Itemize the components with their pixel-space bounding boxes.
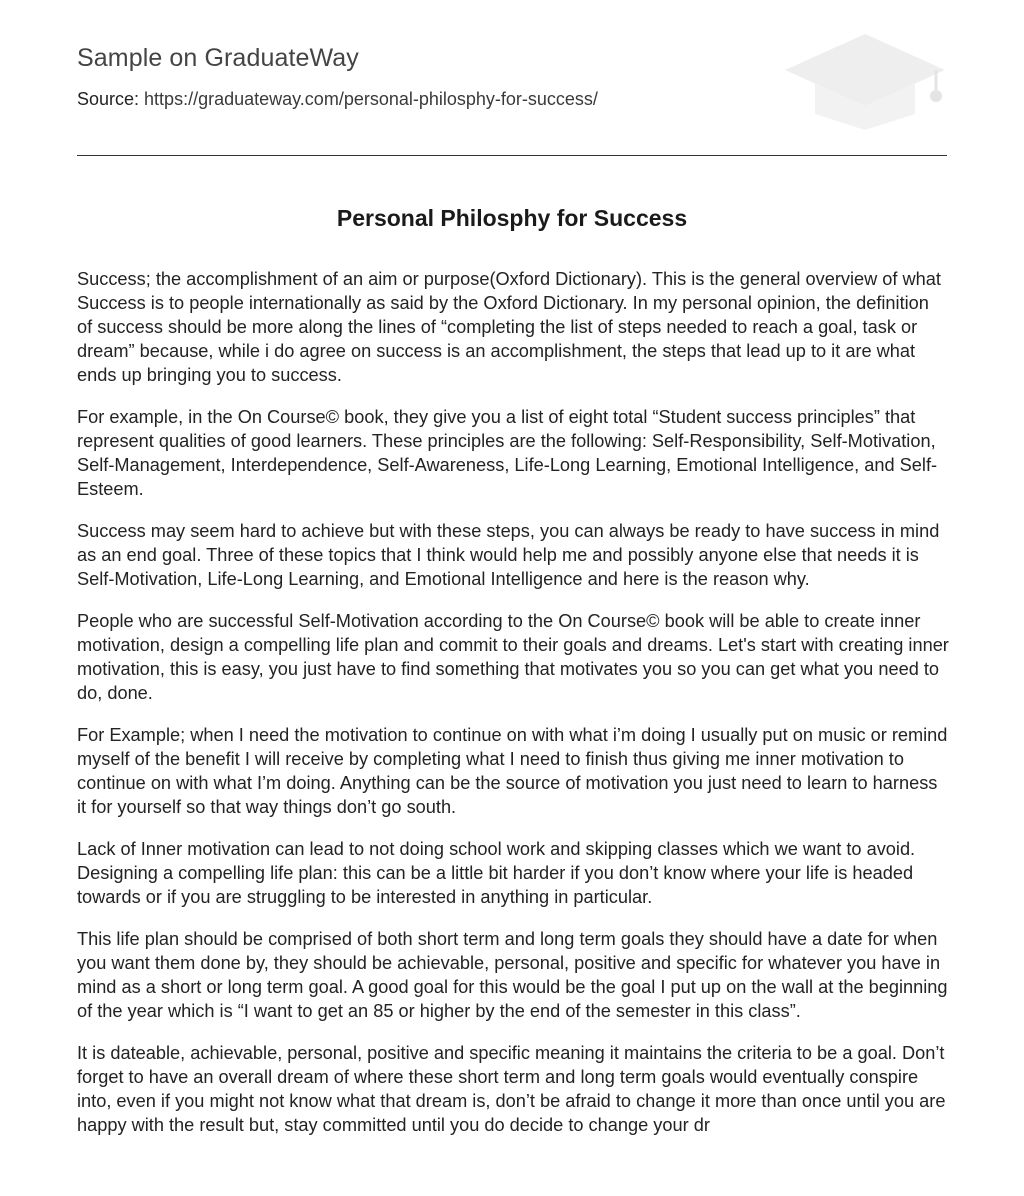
site-brand: Sample on GraduateWay [77,44,359,72]
source-line [77,89,598,110]
source-link[interactable]: https://graduateway.com/personal-philosphy-for-success/ [144,89,598,109]
paragraph: For example, in the On Course© book, they give you a list of eight total “Student success principles” that represent qualities of good learners. These principles are the following: Self-Responsibility, Self-Motivation, Self-Management, Interdependence, Self-Awareness, Life-Long Learning, Emotional Intelligence, and Self-Esteem. [77,407,938,499]
paragraph: Success may seem hard to achieve but with these steps, you can always be ready to have success in mind as an end goal. Three of these topics that I think would help me and possibly anyone else that needs it is Self-Motivation, Life-Long Learning, and Emotional Intelligence and here is the reason why. [77,521,940,589]
paragraph: Success; the accomplishment of an aim or purpose(Oxford Dictionary). This is the general overview of what Success is to people internationally as said by the Oxford Dictionary. In my personal opinion, the definition of success should be more along the lines of “completing the list of steps needed to reach a goal, task or dream” because, while i do agree on success is an accomplishment, the steps that lead up to it are what ends up bringing you to success. [77,269,941,385]
article-body [77,267,949,1155]
graduation-cap-icon [782,30,948,134]
header-divider [77,155,947,156]
page-header [77,0,947,156]
page-title: Personal Philosphy for Success [336,205,688,231]
paragraph: It is dateable, achievable, personal, positive and specific meaning it maintains the criteria to be a goal. Don’t forget to have an overall dream of where these short term and long term goals would eventually conspire into, even if you might not know what that dream is, don’t be afraid to change it more than once until you are happy with the result but, stay committed until you do decide to change your dr [77,1043,946,1135]
source-label: Source: [77,89,145,109]
paragraph: For Example; when I need the motivation to continue on with what i’m doing I usually put on music or remind myself of the benefit I will receive by completing what I need to finish thus giving me inner motivation to continue on with what I’m doing. Anything can be the source of motivation you just need to learn to harness it for yourself so that way things don’t go south. [77,725,948,817]
paragraph: People who are successful Self-Motivation according to the On Course© book will be able to create inner motivation, design a compelling life plan and commit to their goals and dreams. Let's start with creating inner motivation, this is easy, you just have to find something that motivates you so you can get what you need to do, done. [77,611,949,703]
paragraph: This life plan should be comprised of both short term and long term goals they should have a date for when you want them done by, they should be achievable, personal, positive and specific for whatever you have in mind as a short or long term goal. A good goal for this would be the goal I put up on the wall at the beginning of the year which is “I want to get an 85 or higher by the end of the semester in this class”. [77,929,948,1021]
paragraph: Lack of Inner motivation can lead to not doing school work and skipping classes which we want to avoid. Designing a compelling life plan: this can be a little bit harder if you don’t know where your life is headed towards or if you are struggling to be interested in anything in particular. [77,839,916,907]
